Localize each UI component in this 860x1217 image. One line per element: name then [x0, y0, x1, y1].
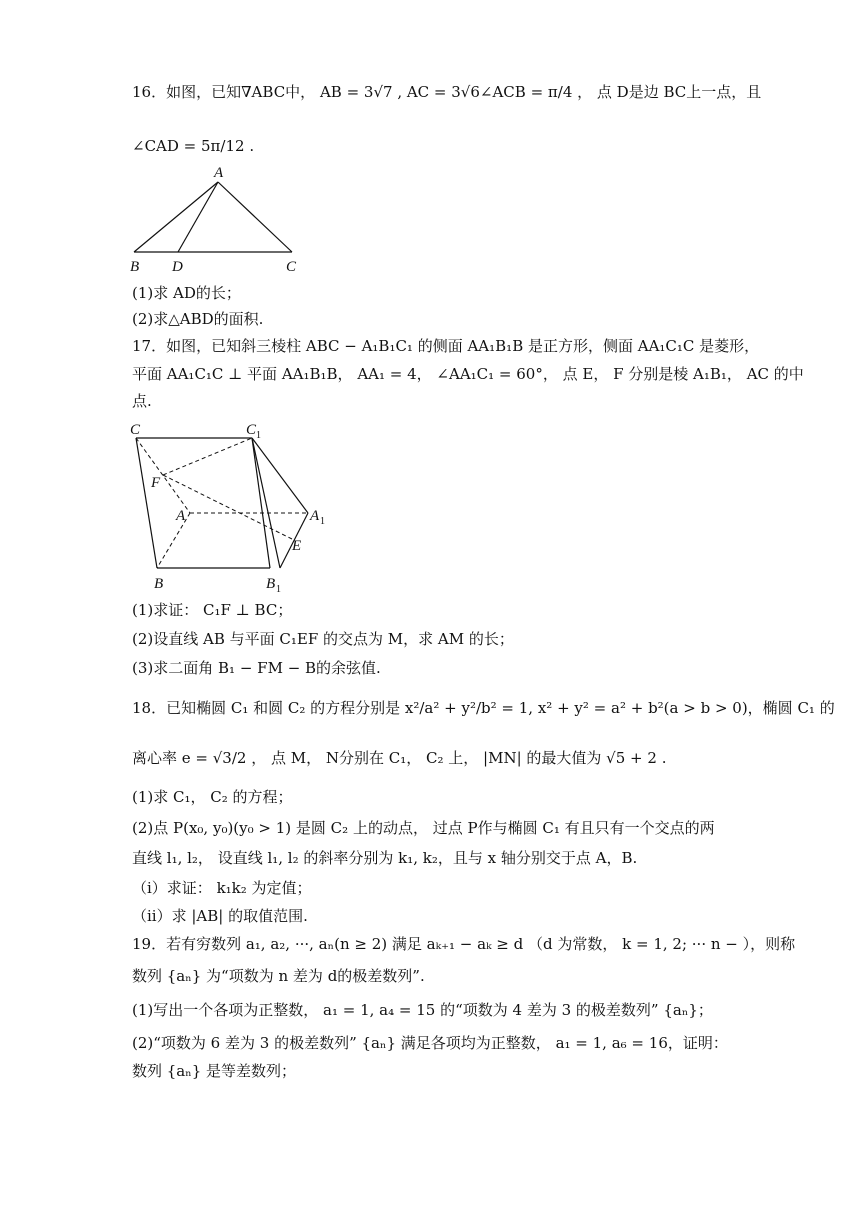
- text-line: 16．如图，已知∇ABC中， AB = 3√7 , AC = 3√6∠ACB = π/4 ， 点 D是边 BC上一点，且: [132, 83, 762, 101]
- text-line: (1)写出一个各项为正整数， a₁ = 1, a₄ = 15 的“项数为 4 差为 3 的极差数列” {aₙ}；: [132, 1001, 713, 1019]
- vertex-label-f: F: [151, 475, 161, 491]
- text-line: 直线 l₁, l₂， 设直线 l₁, l₂ 的斜率分别为 k₁, k₂，且与 x 轴分别交于点 A，B.: [132, 849, 638, 867]
- vertex-label-c1: C: [246, 422, 257, 438]
- vertex-label-a: A: [214, 165, 224, 181]
- text-line: 数列 {aₙ} 是等差数列；: [132, 1062, 297, 1080]
- triangle-figure: [120, 162, 320, 278]
- text-line: 数列 {aₙ} 为“项数为 n 差为 d的极差数列”.: [132, 967, 425, 985]
- text-line: 点.: [132, 392, 152, 410]
- vertex-label-b: B: [130, 259, 140, 275]
- text-line: (3)求二面角 B₁ − FM − B的余弦值.: [132, 659, 381, 677]
- text-line: (1)求 C₁， C₂ 的方程；: [132, 788, 293, 806]
- vertex-label-b1: B: [266, 576, 276, 592]
- text-line: (1)求 AD的长；: [132, 284, 241, 302]
- vertex-label-b: B: [154, 576, 164, 592]
- vertex-label-b1-subscript: 1: [276, 584, 281, 595]
- text-line: (2)点 P(x₀, y₀)(y₀ > 1) 是圆 C₂ 上的动点， 过点 P作与椭圆 C₁ 有且只有一个交点的两: [132, 819, 715, 837]
- text-line: (2)“项数为 6 差为 3 的极差数列” {aₙ} 满足各项均为正整数， a₁ = 1, a₆ = 16，证明：: [132, 1034, 728, 1052]
- vertex-label-c1-subscript: 1: [256, 430, 261, 441]
- vertex-label-a1-subscript: 1: [320, 516, 325, 527]
- vertex-label-e: E: [292, 538, 302, 554]
- text-line: 18．已知椭圆 C₁ 和圆 C₂ 的方程分别是 x²/a² + y²/b² = 1, x² + y² = a² + b²(a > b > 0)，椭圆 C₁ 的: [132, 699, 835, 717]
- text-line: (1)求证： C₁F ⊥ BC；: [132, 601, 293, 619]
- vertex-label-c: C: [130, 422, 141, 438]
- text-line: (2)设直线 AB 与平面 C₁EF 的交点为 M，求 AM 的长；: [132, 630, 514, 648]
- prism-figure: [120, 418, 340, 596]
- text-line: 平面 AA₁C₁C ⊥ 平面 AA₁B₁B， AA₁ = 4， ∠AA₁C₁ = 60°， 点 E， F 分别是棱 A₁B₁， AC 的中: [132, 365, 804, 383]
- text-line: （ii）求 |AB| 的取值范围.: [132, 907, 308, 925]
- text-line: 17．如图，已知斜三棱柱 ABC − A₁B₁C₁ 的侧面 AA₁B₁B 是正方形，侧面 AA₁C₁C 是菱形，: [132, 337, 760, 355]
- text-line: ∠CAD = 5π/12 .: [132, 137, 255, 155]
- vertex-label-a1: A: [310, 508, 320, 524]
- text-line: 19．若有穷数列 a₁, a₂, ···, aₙ(n ≥ 2) 满足 aₖ₊₁ − aₖ ≥ d （d 为常数， k = 1, 2; ··· n − ），则称: [132, 935, 796, 953]
- vertex-label-d: D: [172, 259, 183, 275]
- vertex-label-a: A: [176, 508, 186, 524]
- text-line: 离心率 e = √3/2 ， 点 M， N分别在 C₁， C₂ 上， |MN| 的最大值为 √5 + 2 .: [132, 749, 667, 767]
- text-line: （i）求证： k₁k₂ 为定值；: [132, 879, 312, 897]
- text-line: (2)求△ABD的面积.: [132, 310, 264, 328]
- vertex-label-c: C: [286, 259, 297, 275]
